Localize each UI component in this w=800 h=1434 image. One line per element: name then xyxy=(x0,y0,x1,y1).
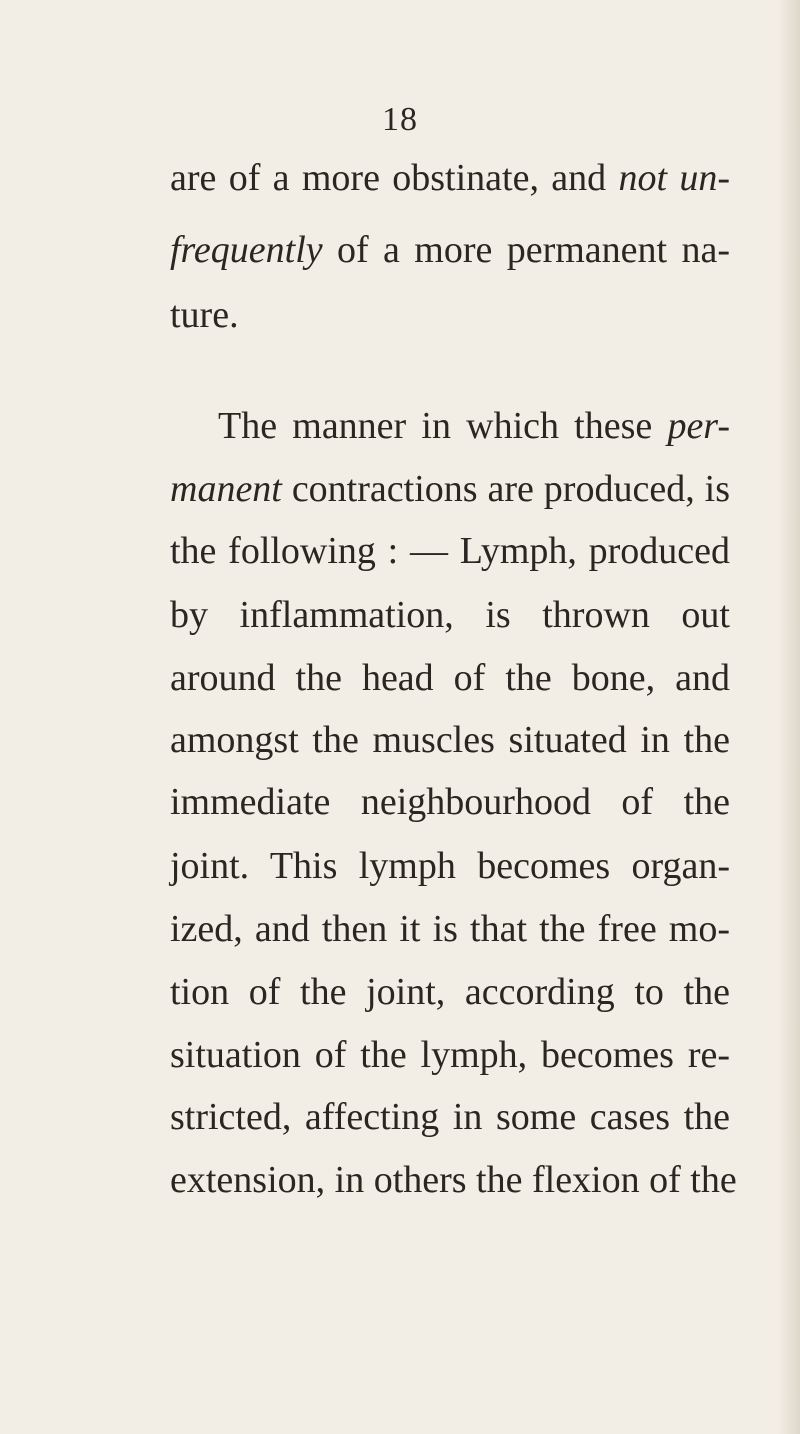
text-line xyxy=(170,715,730,765)
text-run: stricted, affecting in some cases the xyxy=(170,1096,730,1138)
text-line xyxy=(170,526,730,576)
text-run: immediate neighbourhood of the xyxy=(170,781,730,823)
text-line xyxy=(170,777,730,827)
text-line xyxy=(170,1155,737,1205)
text-run: of a more permanent na- xyxy=(322,229,730,271)
text-run: tion of the joint, according to the xyxy=(170,971,730,1013)
text-line xyxy=(170,967,730,1017)
text-line xyxy=(170,1030,730,1080)
italic-text-run: not un- xyxy=(618,157,730,199)
text-line xyxy=(170,225,730,275)
text-line xyxy=(170,290,239,340)
text-run: by inflammation, is thrown out xyxy=(170,594,730,636)
text-run: amongst the muscles situated in the xyxy=(170,719,730,761)
italic-text-run: per- xyxy=(667,405,730,447)
text-run: are of a more obstinate, and xyxy=(170,157,619,199)
text-line xyxy=(170,590,730,640)
text-line xyxy=(218,401,730,451)
text-line xyxy=(170,653,730,703)
text-run: around the head of the bone, and xyxy=(170,657,730,699)
text-run: ized, and then it is that the free mo- xyxy=(170,908,730,950)
text-run: The manner in which these xyxy=(218,405,668,447)
text-line xyxy=(170,153,730,203)
text-run: extension, in others the flexion of the xyxy=(170,1159,737,1201)
text-line xyxy=(170,904,730,954)
text-run: ture. xyxy=(170,294,239,336)
page-number: 18 xyxy=(382,101,418,138)
text-run: situation of the lymph, becomes re- xyxy=(170,1034,730,1076)
text-run: joint. This lymph becomes organ- xyxy=(170,845,730,887)
text-line xyxy=(170,464,730,514)
text-run: contractions are produced, is xyxy=(281,468,730,510)
italic-text-run: frequently xyxy=(170,229,323,271)
italic-text-run: manent xyxy=(170,468,282,510)
text-line xyxy=(170,1092,730,1142)
text-line xyxy=(170,841,730,891)
text-run: the following : — Lymph, produced xyxy=(170,530,730,572)
